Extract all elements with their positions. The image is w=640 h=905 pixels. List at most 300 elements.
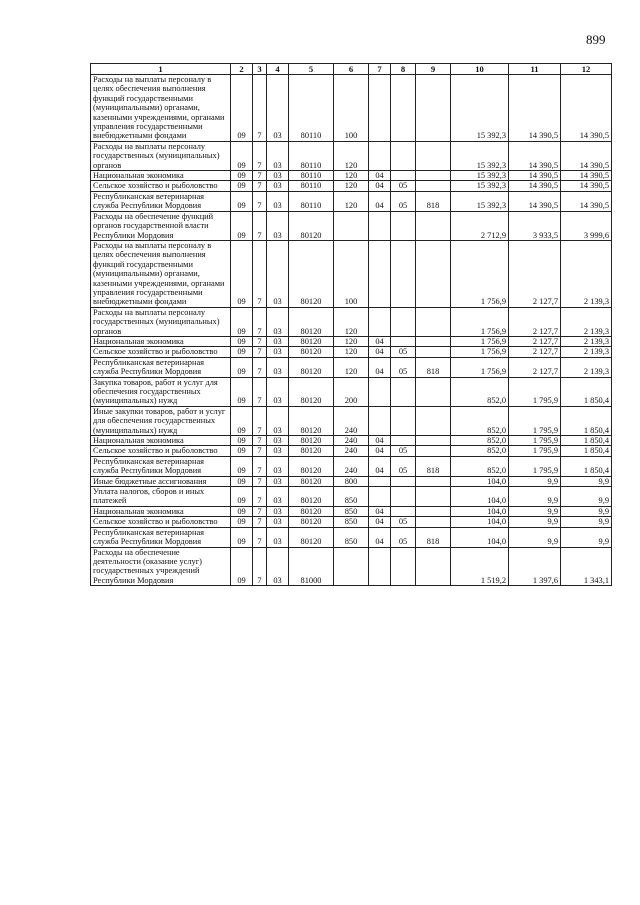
code-cell [391,506,416,516]
code-cell: 09 [231,75,253,142]
table-row [91,527,612,547]
code-cell [334,211,369,240]
row-name-cell: Иные закупки товаров, работ и услуг для обеспечения государственных (муниципальных) нужд [91,406,231,435]
code-cell: 09 [231,406,253,435]
code-cell: 7 [253,307,267,336]
row-name-cell: Национальная экономика [91,336,231,346]
code-cell: 818 [416,527,451,547]
amount-cell: 2 127,7 [509,307,561,336]
budget-table [90,63,612,586]
code-cell: 09 [231,527,253,547]
code-cell: 09 [231,211,253,240]
code-cell: 120 [334,347,369,357]
row-name-cell: Расходы на обеспечение функций органов государственной власти Республики Мордовия [91,211,231,240]
column-header: 12 [561,64,612,75]
code-cell: 05 [391,446,416,456]
code-cell: 05 [391,517,416,527]
code-cell: 03 [267,377,289,406]
amount-cell: 1 756,9 [451,240,509,307]
amount-cell: 2 139,3 [561,240,612,307]
code-cell [391,75,416,142]
code-cell: 03 [267,446,289,456]
code-cell [416,75,451,142]
code-cell: 09 [231,171,253,181]
code-cell: 03 [267,240,289,307]
code-cell: 120 [334,181,369,191]
table-row [91,456,612,476]
code-cell [369,487,391,507]
column-header: 2 [231,64,253,75]
row-name-cell: Республиканская ветеринарная служба Республики Мордовия [91,357,231,377]
code-cell [334,547,369,586]
amount-cell: 1 795,9 [509,436,561,446]
row-name-cell: Уплата налогов, сборов и иных платежей [91,487,231,507]
amount-cell: 14 390,5 [509,191,561,211]
code-cell [391,547,416,586]
header-row [91,64,612,75]
code-cell [391,211,416,240]
code-cell [416,377,451,406]
amount-cell: 1 756,9 [451,357,509,377]
amount-cell: 1 850,4 [561,436,612,446]
code-cell [369,211,391,240]
amount-cell: 15 392,3 [451,141,509,170]
amount-cell: 15 392,3 [451,75,509,142]
code-cell: 240 [334,446,369,456]
row-name-cell: Республиканская ветеринарная служба Республики Мордовия [91,456,231,476]
code-cell [416,476,451,486]
table-row [91,75,612,142]
code-cell: 04 [369,506,391,516]
column-header: 7 [369,64,391,75]
code-cell: 03 [267,527,289,547]
code-cell: 7 [253,506,267,516]
row-name-cell: Сельское хозяйство и рыболовство [91,446,231,456]
code-cell: 03 [267,517,289,527]
code-cell [369,547,391,586]
amount-cell: 1 343,1 [561,547,612,586]
amount-cell: 2 127,7 [509,240,561,307]
table-row [91,307,612,336]
code-cell: 7 [253,141,267,170]
page-number: 899 [586,32,606,47]
code-cell: 03 [267,141,289,170]
row-name-cell: Иные бюджетные ассигнования [91,476,231,486]
code-cell [416,506,451,516]
code-cell: 7 [253,377,267,406]
amount-cell: 2 127,7 [509,347,561,357]
code-cell: 05 [391,527,416,547]
row-name-cell: Сельское хозяйство и рыболовство [91,517,231,527]
amount-cell: 3 933,5 [509,211,561,240]
code-cell: 09 [231,476,253,486]
table-row [91,141,612,170]
row-name-cell: Сельское хозяйство и рыболовство [91,347,231,357]
code-cell [391,406,416,435]
amount-cell: 1 850,4 [561,446,612,456]
code-cell: 100 [334,240,369,307]
code-cell [391,240,416,307]
amount-cell: 1 850,4 [561,456,612,476]
code-cell [391,487,416,507]
amount-cell: 1 756,9 [451,307,509,336]
code-cell: 850 [334,487,369,507]
code-cell [416,336,451,346]
amount-cell: 2 139,3 [561,347,612,357]
amount-cell: 9,9 [509,527,561,547]
table-row [91,436,612,446]
table-row [91,547,612,586]
code-cell: 7 [253,456,267,476]
code-cell: 03 [267,547,289,586]
table-row [91,336,612,346]
table-row [91,347,612,357]
code-cell [416,240,451,307]
column-header: 5 [289,64,334,75]
code-cell: 120 [334,307,369,336]
code-cell: 03 [267,336,289,346]
code-cell [416,211,451,240]
code-cell: 05 [391,357,416,377]
code-cell: 100 [334,75,369,142]
code-cell: 09 [231,446,253,456]
table-row [91,191,612,211]
code-cell: 03 [267,75,289,142]
code-cell: 120 [334,141,369,170]
code-cell: 200 [334,377,369,406]
code-cell [369,141,391,170]
code-cell: 04 [369,347,391,357]
code-cell: 03 [267,191,289,211]
column-header: 1 [91,64,231,75]
code-cell: 09 [231,517,253,527]
code-cell: 7 [253,487,267,507]
column-header: 6 [334,64,369,75]
code-cell: 03 [267,476,289,486]
amount-cell: 15 392,3 [451,181,509,191]
code-cell: 05 [391,181,416,191]
row-name-cell: Национальная экономика [91,436,231,446]
code-cell [391,336,416,346]
code-cell: 03 [267,347,289,357]
code-cell [416,181,451,191]
column-header: 3 [253,64,267,75]
code-cell: 09 [231,191,253,211]
code-cell: 05 [391,191,416,211]
code-cell: 7 [253,211,267,240]
table-row [91,377,612,406]
code-cell: 03 [267,307,289,336]
row-name-cell: Национальная экономика [91,506,231,516]
column-header: 4 [267,64,289,75]
code-cell [369,240,391,307]
table-row [91,487,612,507]
code-cell: 80120 [289,307,334,336]
code-cell: 7 [253,547,267,586]
code-cell: 03 [267,456,289,476]
amount-cell: 9,9 [509,476,561,486]
row-name-cell: Сельское хозяйство и рыболовство [91,181,231,191]
amount-cell: 1 795,9 [509,406,561,435]
code-cell [391,377,416,406]
code-cell: 7 [253,357,267,377]
amount-cell: 852,0 [451,377,509,406]
code-cell: 80120 [289,211,334,240]
amount-cell: 14 390,5 [561,171,612,181]
amount-cell: 15 392,3 [451,191,509,211]
amount-cell: 2 139,3 [561,307,612,336]
code-cell: 80120 [289,487,334,507]
code-cell [416,436,451,446]
amount-cell: 1 795,9 [509,446,561,456]
code-cell [416,446,451,456]
amount-cell: 9,9 [561,487,612,507]
code-cell: 09 [231,141,253,170]
code-cell: 850 [334,517,369,527]
code-cell: 03 [267,406,289,435]
amount-cell: 2 139,3 [561,357,612,377]
code-cell: 7 [253,240,267,307]
code-cell: 03 [267,181,289,191]
code-cell [369,377,391,406]
table-row [91,517,612,527]
column-header: 9 [416,64,451,75]
amount-cell: 3 999,6 [561,211,612,240]
code-cell: 09 [231,357,253,377]
code-cell [369,307,391,336]
code-cell: 03 [267,436,289,446]
amount-cell: 9,9 [509,506,561,516]
row-name-cell: Расходы на выплаты персоналу государственных (муниципальных) органов [91,141,231,170]
code-cell: 80110 [289,191,334,211]
table-row [91,357,612,377]
code-cell: 80120 [289,357,334,377]
amount-cell: 9,9 [561,506,612,516]
amount-cell: 14 390,5 [561,141,612,170]
code-cell: 7 [253,75,267,142]
code-cell [416,406,451,435]
column-header: 10 [451,64,509,75]
code-cell [416,307,451,336]
amount-cell: 9,9 [509,487,561,507]
amount-cell: 2 712,9 [451,211,509,240]
amount-cell: 1 519,2 [451,547,509,586]
amount-cell: 852,0 [451,406,509,435]
amount-cell: 2 139,3 [561,336,612,346]
code-cell: 7 [253,476,267,486]
code-cell: 80120 [289,347,334,357]
code-cell: 240 [334,456,369,476]
code-cell: 240 [334,406,369,435]
code-cell: 80120 [289,406,334,435]
amount-cell: 9,9 [509,517,561,527]
row-name-cell: Расходы на выплаты персоналу в целях обеспечения выполнения функций государственными (муниципальными) органами, казенными учреждениями, органами управления государственными внебюджетными фондами [91,75,231,142]
code-cell: 80110 [289,181,334,191]
code-cell: 80120 [289,456,334,476]
row-name-cell: Национальная экономика [91,171,231,181]
code-cell: 80120 [289,476,334,486]
code-cell: 04 [369,336,391,346]
code-cell: 7 [253,347,267,357]
amount-cell: 1 756,9 [451,336,509,346]
code-cell: 09 [231,487,253,507]
amount-cell: 1 850,4 [561,377,612,406]
code-cell: 81000 [289,547,334,586]
row-name-cell: Республиканская ветеринарная служба Республики Мордовия [91,191,231,211]
code-cell: 80110 [289,75,334,142]
amount-cell: 14 390,5 [561,181,612,191]
code-cell: 7 [253,436,267,446]
code-cell: 80120 [289,436,334,446]
code-cell: 80120 [289,527,334,547]
code-cell: 120 [334,191,369,211]
code-cell: 80120 [289,517,334,527]
code-cell: 04 [369,181,391,191]
code-cell [391,476,416,486]
code-cell [369,406,391,435]
code-cell: 09 [231,436,253,446]
code-cell [416,171,451,181]
code-cell [369,75,391,142]
code-cell [369,476,391,486]
table-row [91,171,612,181]
amount-cell: 2 127,7 [509,336,561,346]
amount-cell: 852,0 [451,446,509,456]
table-row [91,181,612,191]
amount-cell: 104,0 [451,476,509,486]
table-row [91,211,612,240]
code-cell: 09 [231,547,253,586]
table-body [91,75,612,586]
amount-cell: 9,9 [561,476,612,486]
code-cell: 03 [267,487,289,507]
table-row [91,240,612,307]
code-cell [416,517,451,527]
code-cell: 850 [334,527,369,547]
amount-cell: 1 795,9 [509,377,561,406]
code-cell: 800 [334,476,369,486]
amount-cell: 9,9 [561,517,612,527]
code-cell: 850 [334,506,369,516]
row-name-cell: Расходы на обеспечение деятельности (оказание услуг) государственных учреждений Республики Мордовия [91,547,231,586]
code-cell [391,171,416,181]
code-cell: 04 [369,191,391,211]
amount-cell: 2 127,7 [509,357,561,377]
table-row [91,446,612,456]
code-cell: 80110 [289,141,334,170]
code-cell: 09 [231,336,253,346]
amount-cell: 14 390,5 [509,141,561,170]
code-cell: 120 [334,171,369,181]
code-cell [416,347,451,357]
code-cell: 09 [231,181,253,191]
code-cell: 120 [334,336,369,346]
code-cell: 04 [369,456,391,476]
amount-cell: 9,9 [561,527,612,547]
amount-cell: 852,0 [451,436,509,446]
amount-cell: 104,0 [451,487,509,507]
amount-cell: 104,0 [451,527,509,547]
amount-cell: 14 390,5 [509,171,561,181]
code-cell: 04 [369,436,391,446]
column-header: 11 [509,64,561,75]
amount-cell: 14 390,5 [561,75,612,142]
code-cell [391,141,416,170]
code-cell: 09 [231,307,253,336]
code-cell: 80110 [289,171,334,181]
code-cell: 03 [267,506,289,516]
code-cell [391,307,416,336]
code-cell [391,436,416,446]
code-cell: 09 [231,240,253,307]
row-name-cell: Республиканская ветеринарная служба Республики Мордовия [91,527,231,547]
code-cell: 7 [253,517,267,527]
column-header: 8 [391,64,416,75]
amount-cell: 1 850,4 [561,406,612,435]
code-cell: 80120 [289,377,334,406]
amount-cell: 15 392,3 [451,171,509,181]
amount-cell: 14 390,5 [509,181,561,191]
code-cell: 03 [267,357,289,377]
amount-cell: 14 390,5 [509,75,561,142]
code-cell: 04 [369,517,391,527]
code-cell [416,487,451,507]
code-cell: 09 [231,377,253,406]
code-cell: 80120 [289,240,334,307]
row-name-cell: Закупка товаров, работ и услуг для обеспечения государственных (муниципальных) нужд [91,377,231,406]
code-cell [416,141,451,170]
amount-cell: 1 756,9 [451,347,509,357]
code-cell: 7 [253,336,267,346]
amount-cell: 104,0 [451,506,509,516]
code-cell: 80120 [289,336,334,346]
amount-cell: 1 795,9 [509,456,561,476]
code-cell: 04 [369,171,391,181]
code-cell: 7 [253,181,267,191]
code-cell: 120 [334,357,369,377]
code-cell: 240 [334,436,369,446]
row-name-cell: Расходы на выплаты персоналу в целях обеспечения выполнения функций государственными (муниципальными) органами, казенными учреждениями, органами управления государственными внебюджетными фондами [91,240,231,307]
code-cell: 03 [267,171,289,181]
code-cell: 818 [416,456,451,476]
code-cell: 09 [231,456,253,476]
code-cell: 7 [253,446,267,456]
code-cell: 7 [253,527,267,547]
amount-cell: 14 390,5 [561,191,612,211]
code-cell: 04 [369,527,391,547]
row-name-cell: Расходы на выплаты персоналу государственных (муниципальных) органов [91,307,231,336]
amount-cell: 104,0 [451,517,509,527]
amount-cell: 1 397,6 [509,547,561,586]
code-cell: 818 [416,191,451,211]
code-cell: 04 [369,446,391,456]
table-row [91,506,612,516]
code-cell: 09 [231,506,253,516]
code-cell: 80120 [289,506,334,516]
code-cell [416,547,451,586]
code-cell: 7 [253,191,267,211]
code-cell: 818 [416,357,451,377]
code-cell: 09 [231,347,253,357]
code-cell: 7 [253,171,267,181]
code-cell: 80120 [289,446,334,456]
code-cell: 7 [253,406,267,435]
code-cell: 04 [369,357,391,377]
code-cell: 05 [391,347,416,357]
table-row [91,476,612,486]
code-cell: 03 [267,211,289,240]
code-cell: 05 [391,456,416,476]
